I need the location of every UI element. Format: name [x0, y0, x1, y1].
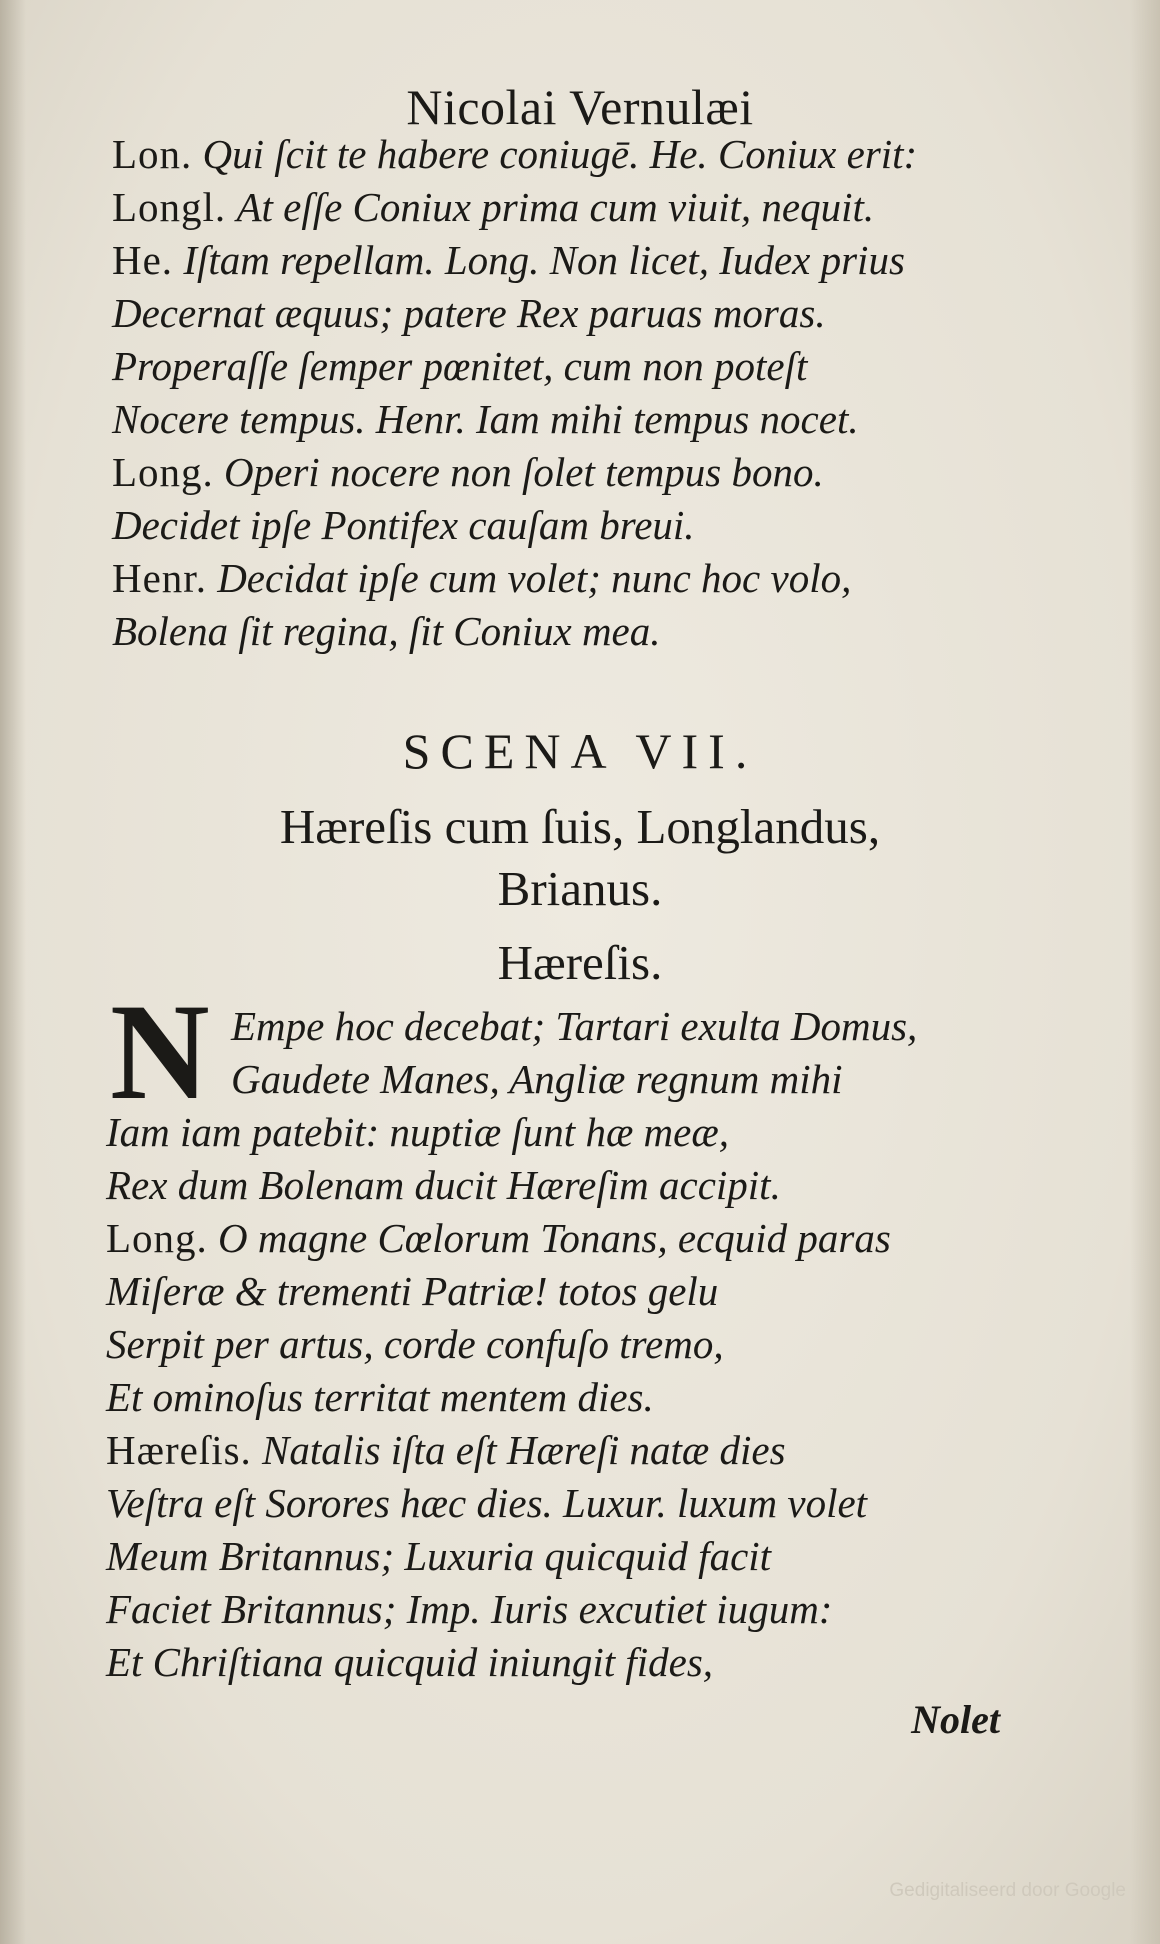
verse-line: Iam iam patebit: nuptiæ ſunt hæ meæ, [106, 1109, 729, 1155]
verse-line: Veſtra eſt Sorores hæc dies. Luxur. luxum volet [106, 1480, 868, 1526]
persons-line: Hæreſis cum ſuis, Longlandus, [279, 799, 881, 854]
verse-line: Properaſſe ſemper pœnitet, cum non poteſt [112, 343, 808, 389]
persons-line: Brianus. [497, 861, 663, 916]
verse-line: Decernat æquus; patere Rex paruas moras. [112, 290, 826, 336]
verse-line: He. Iſtam repellam. Long. Non licet, Iudex prius [112, 237, 905, 283]
speaker-heading: Hæreſis. [497, 935, 663, 990]
verse-block-bottom [106, 1000, 1046, 1689]
catchword: Nolet [911, 1697, 1000, 1742]
verse-line: Hæreſis. Natalis iſta eſt Hæreſi natæ dies [106, 1427, 786, 1473]
verse-line: Faciet Britannus; Imp. Iuris excutiet iugum: [106, 1586, 833, 1632]
verse-line: Rex dum Bolenam ducit Hæreſim accipit. [106, 1162, 781, 1208]
verse-line: Empe hoc decebat; Tartari exulta Domus, [231, 1003, 918, 1049]
verse-line: Decidet ipſe Pontifex cauſam breui. [112, 502, 695, 548]
verse-line: Et ominoſus territat mentem dies. [106, 1374, 654, 1420]
verse-line: Bolena ſit regina, ſit Coniux mea. [112, 608, 661, 654]
verse-line: Long. O magne Cœlorum Tonans, ecquid paras [106, 1215, 891, 1261]
verse-line: Lon. Qui ſcit te habere coniugē. He. Coniux erit: [112, 131, 918, 177]
drop-cap: N [110, 975, 210, 1128]
verse-line: Gaudete Manes, Angliæ regnum mihi [231, 1056, 843, 1102]
verse-line: Long. Operi nocere non ſolet tempus bono. [112, 449, 824, 495]
dramatis-personae [0, 796, 1160, 920]
verse-line: Longl. At eſſe Coniux prima cum viuit, nequit. [112, 184, 875, 230]
digitization-watermark: Gedigitaliseerd door Google [889, 1880, 1126, 1901]
verse-line: Henr. Decidat ipſe cum volet; nunc hoc volo, [112, 555, 852, 601]
verse-line: Et Chriſtiana quicquid iniungit fides, [106, 1639, 714, 1685]
verse-line: Miſeræ & trementi Patriæ! totos gelu [106, 1268, 719, 1314]
verse-line: Serpit per artus, corde confuſo tremo, [106, 1321, 724, 1367]
verse-line: Meum Britannus; Luxuria quicquid facit [106, 1533, 772, 1579]
scene-heading: SCENA VII. [402, 723, 758, 779]
verse-line: Nocere tempus. Henr. Iam mihi tempus nocet. [112, 396, 859, 442]
verse-block-top [112, 128, 1032, 658]
running-head: Nicolai Vernulæi [406, 79, 754, 135]
